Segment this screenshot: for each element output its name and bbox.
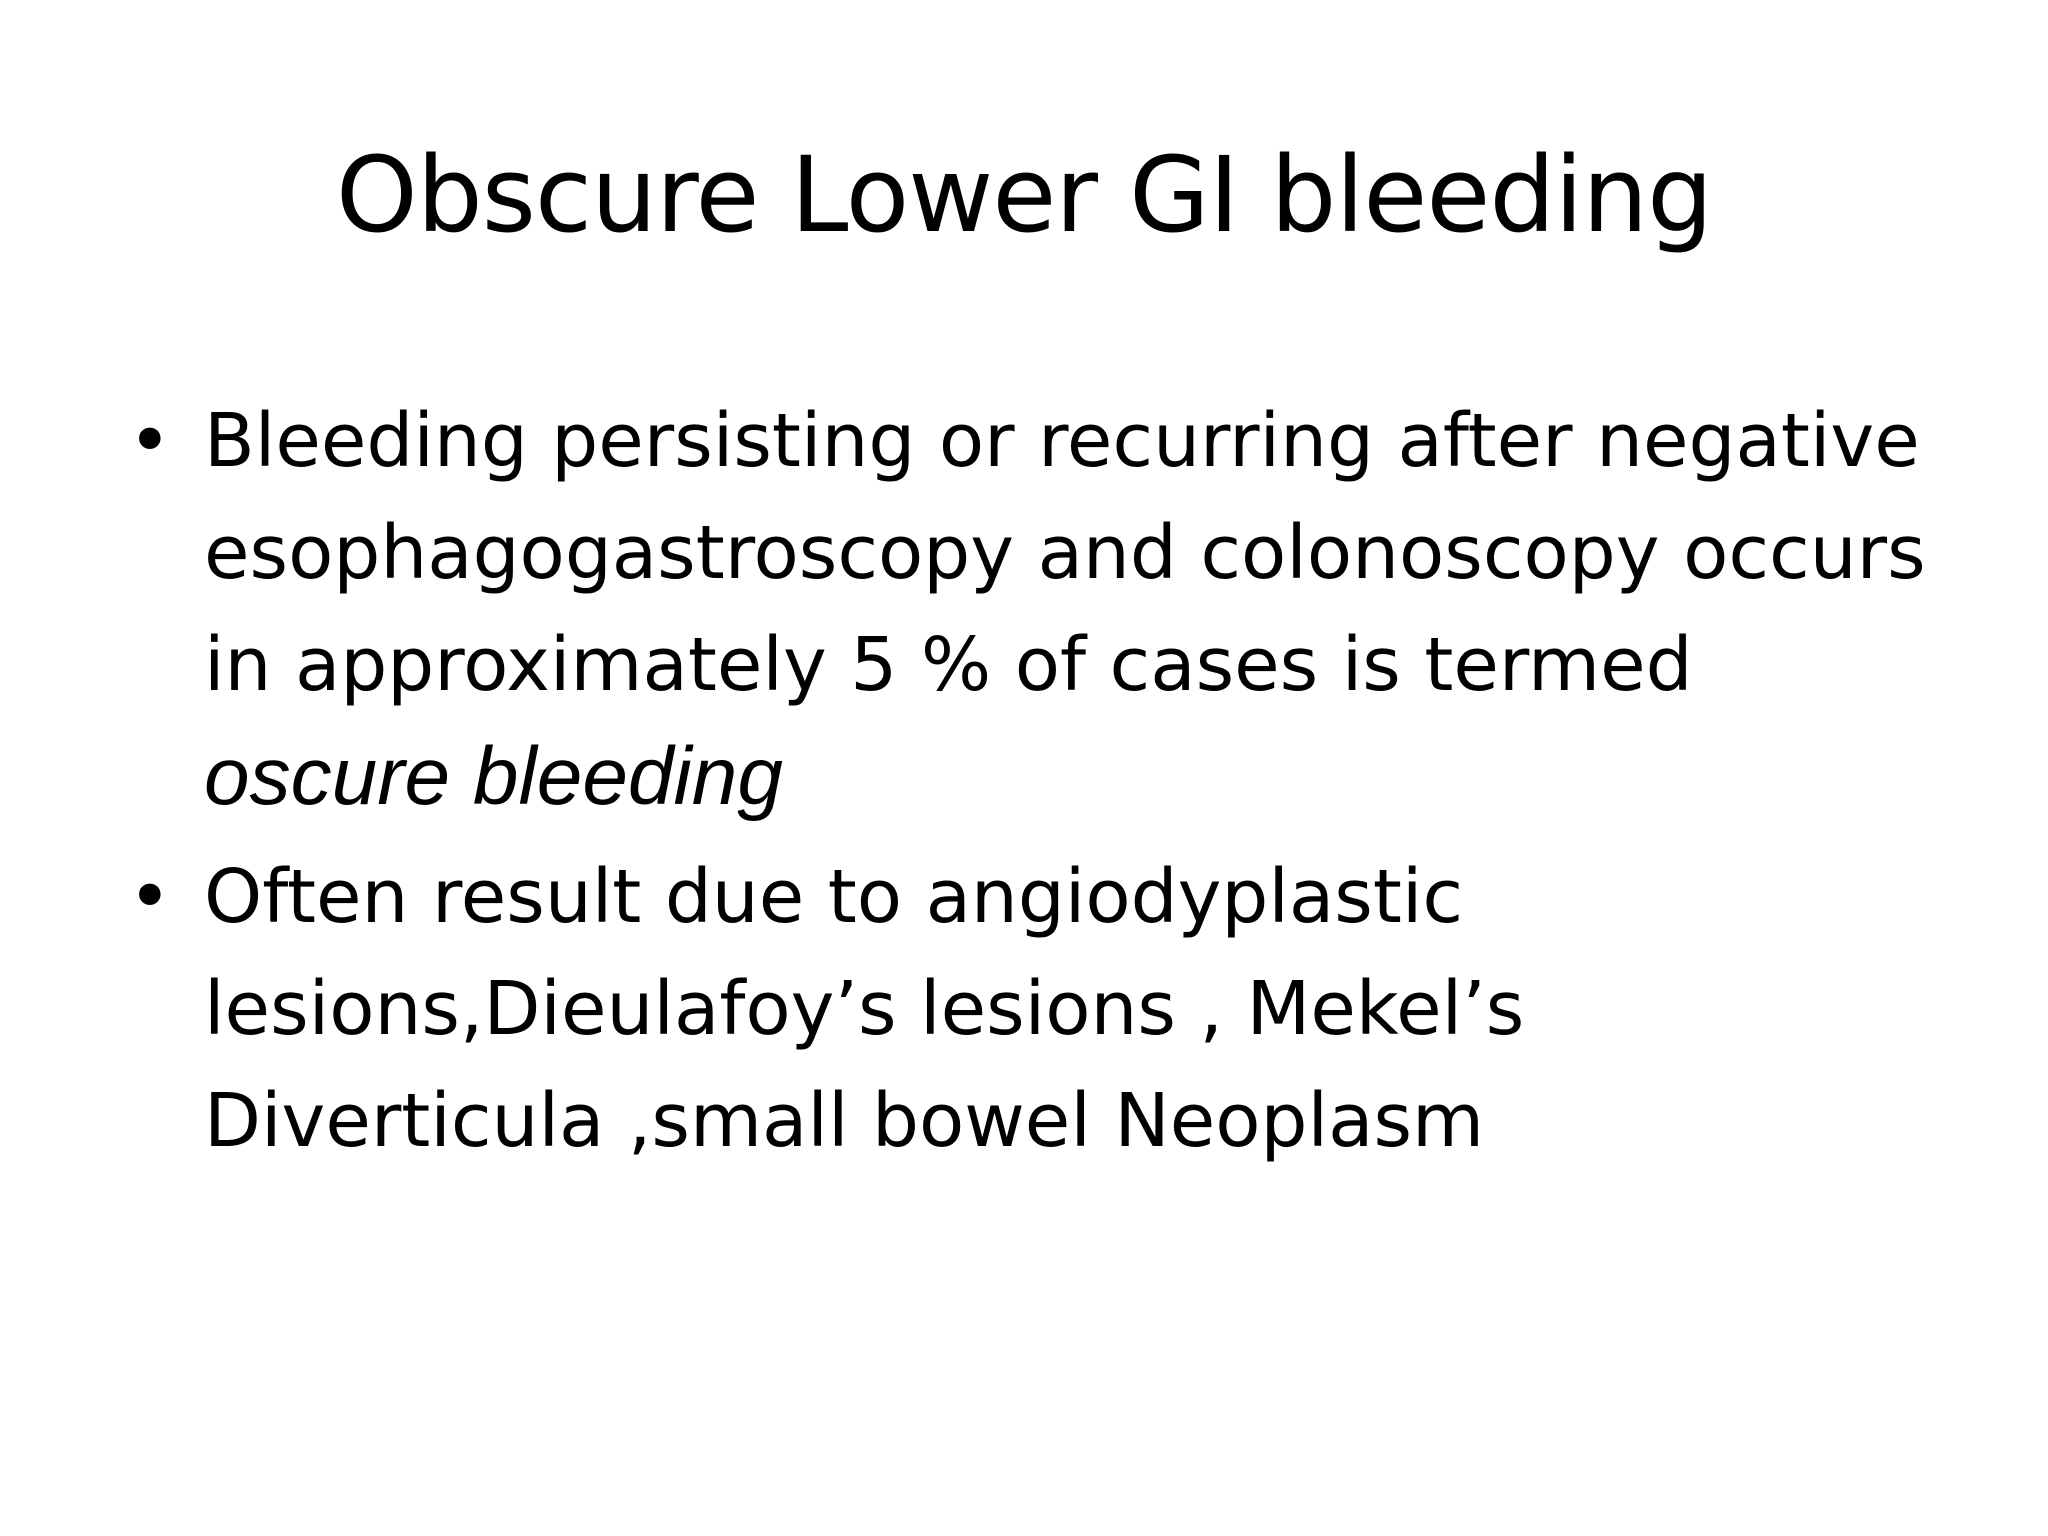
bullet-text-line: Bleeding persisting or recurring after negative xyxy=(204,398,1920,484)
bullet-text-line: Often result due to angiodyplastic xyxy=(204,854,1464,940)
bullet-item xyxy=(118,385,1978,833)
slide-title: Obscure Lower GI bleeding xyxy=(335,134,1713,256)
bullet-text-line: Diverticula ,small bowel Neoplasm xyxy=(204,1078,1485,1164)
bullet-list xyxy=(118,385,1978,1185)
bullet-icon: • xyxy=(128,854,172,940)
bullet-text-line: lesions,Dieulafoy’s lesions , Mekel’s xyxy=(204,966,1525,1052)
emphasized-term: oscure bleeding xyxy=(204,731,783,822)
bullet-text-line: esophagogastroscopy and colonoscopy occurs xyxy=(204,510,1926,596)
bullet-text-line: in approximately 5 % of cases is termed xyxy=(204,622,1693,708)
bullet-icon: • xyxy=(128,398,172,484)
bullet-item xyxy=(118,841,1978,1177)
